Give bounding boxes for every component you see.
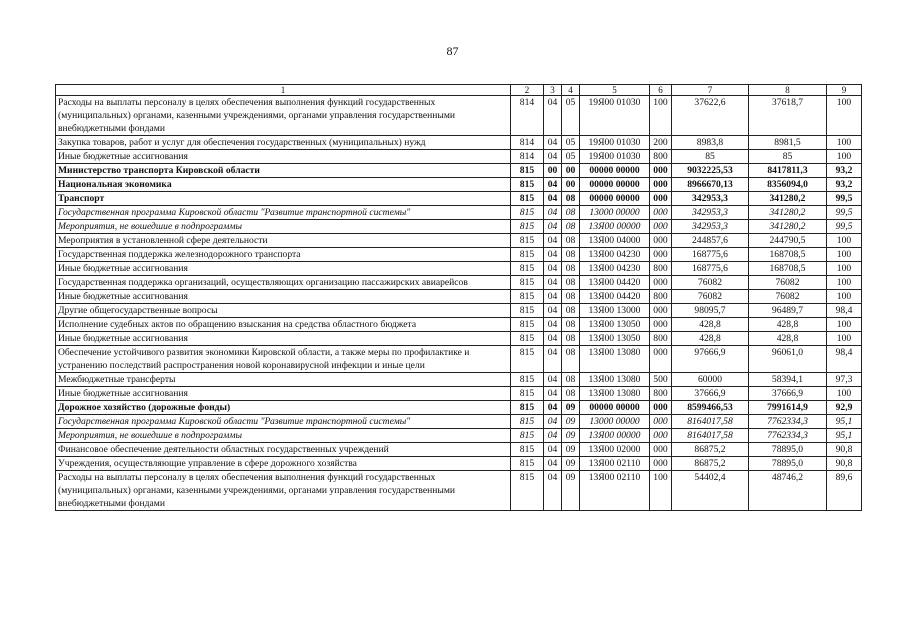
cell-name: Государственная программа Кировской области "Развитие транспортной системы" <box>56 415 511 429</box>
cell-executed: 8356094,0 <box>749 178 827 192</box>
cell-planned: 76082 <box>672 276 749 290</box>
cell-percent: 93,2 <box>827 178 862 192</box>
cell-section-code: 04 <box>544 290 562 304</box>
cell-ministry-code: 815 <box>511 220 544 234</box>
header-col-6: 6 <box>650 85 672 96</box>
cell-name: Национальная экономика <box>56 178 511 192</box>
cell-ministry-code: 815 <box>511 429 544 443</box>
cell-percent: 99,5 <box>827 220 862 234</box>
cell-expense-type: 200 <box>650 136 672 150</box>
cell-name: Министерство транспорта Кировской области <box>56 164 511 178</box>
table-row <box>56 220 862 234</box>
header-col-5: 5 <box>580 85 650 96</box>
cell-expense-type: 000 <box>650 178 672 192</box>
cell-executed: 168708,5 <box>749 248 827 262</box>
table-row <box>56 373 862 387</box>
cell-expense-type: 000 <box>650 234 672 248</box>
cell-executed: 78895,0 <box>749 443 827 457</box>
cell-ministry-code: 815 <box>511 387 544 401</box>
cell-ministry-code: 815 <box>511 206 544 220</box>
cell-target-code: 00000 00000 <box>580 178 650 192</box>
cell-target-code: 13Я00 00000 <box>580 220 650 234</box>
cell-subsection-code: 09 <box>562 401 580 415</box>
cell-subsection-code: 08 <box>562 192 580 206</box>
cell-name: Мероприятия, не вошедшие в подпрограммы <box>56 220 511 234</box>
cell-planned: 86875,2 <box>672 457 749 471</box>
cell-percent: 99,5 <box>827 192 862 206</box>
table-row <box>56 192 862 206</box>
cell-subsection-code: 08 <box>562 276 580 290</box>
cell-subsection-code: 05 <box>562 150 580 164</box>
cell-expense-type: 000 <box>650 164 672 178</box>
cell-target-code: 13Я00 04000 <box>580 234 650 248</box>
cell-planned: 76082 <box>672 290 749 304</box>
cell-target-code: 13Я00 13050 <box>580 318 650 332</box>
cell-planned: 8164017,58 <box>672 415 749 429</box>
table-row <box>56 234 862 248</box>
cell-ministry-code: 815 <box>511 276 544 290</box>
header-col-8: 8 <box>749 85 827 96</box>
cell-expense-type: 000 <box>650 457 672 471</box>
cell-executed: 341280,2 <box>749 206 827 220</box>
cell-executed: 428,8 <box>749 318 827 332</box>
cell-executed: 341280,2 <box>749 192 827 206</box>
cell-executed: 96061,0 <box>749 346 827 373</box>
table-header-row <box>56 85 862 96</box>
cell-planned: 54402,4 <box>672 471 749 511</box>
header-col-9: 9 <box>827 85 862 96</box>
cell-ministry-code: 815 <box>511 192 544 206</box>
cell-executed: 96489,7 <box>749 304 827 318</box>
cell-ministry-code: 815 <box>511 164 544 178</box>
cell-percent: 100 <box>827 290 862 304</box>
cell-ministry-code: 815 <box>511 457 544 471</box>
cell-percent: 100 <box>827 234 862 248</box>
cell-ministry-code: 815 <box>511 234 544 248</box>
cell-section-code: 04 <box>544 234 562 248</box>
cell-subsection-code: 08 <box>562 220 580 234</box>
cell-percent: 100 <box>827 248 862 262</box>
table-row <box>56 262 862 276</box>
cell-target-code: 13Я00 04420 <box>580 276 650 290</box>
cell-expense-type: 000 <box>650 248 672 262</box>
cell-section-code: 04 <box>544 429 562 443</box>
cell-target-code: 13Я00 04420 <box>580 290 650 304</box>
cell-planned: 8983,8 <box>672 136 749 150</box>
cell-section-code: 04 <box>544 206 562 220</box>
cell-ministry-code: 815 <box>511 304 544 318</box>
cell-planned: 86875,2 <box>672 443 749 457</box>
table-row <box>56 443 862 457</box>
cell-section-code: 04 <box>544 96 562 136</box>
cell-percent: 99,5 <box>827 206 862 220</box>
cell-percent: 90,8 <box>827 457 862 471</box>
table-row <box>56 429 862 443</box>
cell-planned: 342953,3 <box>672 220 749 234</box>
table-row <box>56 276 862 290</box>
cell-ministry-code: 815 <box>511 290 544 304</box>
cell-expense-type: 000 <box>650 443 672 457</box>
cell-subsection-code: 09 <box>562 471 580 511</box>
cell-expense-type: 100 <box>650 96 672 136</box>
cell-planned: 168775,6 <box>672 248 749 262</box>
cell-ministry-code: 815 <box>511 346 544 373</box>
cell-name: Мероприятия, не вошедшие в подпрограммы <box>56 429 511 443</box>
cell-planned: 168775,6 <box>672 262 749 276</box>
cell-subsection-code: 08 <box>562 387 580 401</box>
cell-subsection-code: 09 <box>562 415 580 429</box>
cell-ministry-code: 815 <box>511 318 544 332</box>
cell-ministry-code: 815 <box>511 332 544 346</box>
cell-percent: 98,4 <box>827 304 862 318</box>
cell-planned: 60000 <box>672 373 749 387</box>
table-row <box>56 248 862 262</box>
cell-section-code: 04 <box>544 346 562 373</box>
cell-planned: 244857,6 <box>672 234 749 248</box>
cell-name: Другие общегосударственные вопросы <box>56 304 511 318</box>
cell-subsection-code: 08 <box>562 318 580 332</box>
cell-expense-type: 800 <box>650 290 672 304</box>
cell-target-code: 13000 00000 <box>580 415 650 429</box>
cell-section-code: 04 <box>544 262 562 276</box>
cell-expense-type: 000 <box>650 220 672 234</box>
cell-planned: 342953,3 <box>672 206 749 220</box>
cell-percent: 92,9 <box>827 401 862 415</box>
cell-ministry-code: 815 <box>511 415 544 429</box>
cell-executed: 78895,0 <box>749 457 827 471</box>
table-row <box>56 290 862 304</box>
cell-expense-type: 800 <box>650 332 672 346</box>
cell-section-code: 00 <box>544 164 562 178</box>
cell-subsection-code: 09 <box>562 457 580 471</box>
header-col-4: 4 <box>562 85 580 96</box>
cell-executed: 37666,9 <box>749 387 827 401</box>
cell-executed: 58394,1 <box>749 373 827 387</box>
cell-section-code: 04 <box>544 192 562 206</box>
cell-ministry-code: 815 <box>511 262 544 276</box>
cell-target-code: 13Я00 02110 <box>580 457 650 471</box>
cell-name: Мероприятия в установленной сфере деятельности <box>56 234 511 248</box>
cell-section-code: 04 <box>544 415 562 429</box>
cell-ministry-code: 815 <box>511 471 544 511</box>
cell-percent: 90,8 <box>827 443 862 457</box>
cell-section-code: 04 <box>544 220 562 234</box>
cell-target-code: 00000 00000 <box>580 192 650 206</box>
cell-target-code: 13Я00 13050 <box>580 332 650 346</box>
cell-target-code: 13Я00 00000 <box>580 429 650 443</box>
cell-name: Дорожное хозяйство (дорожные фонды) <box>56 401 511 415</box>
cell-subsection-code: 00 <box>562 178 580 192</box>
cell-planned: 8164017,58 <box>672 429 749 443</box>
cell-name: Учреждения, осуществляющие управление в сфере дорожного хозяйства <box>56 457 511 471</box>
cell-name: Обеспечение устойчивого развития экономики Кировской области, а также меры по профилактике и устранению последствий распространения новой коронавирусной инфекции и иные цели <box>56 346 511 373</box>
table-row <box>56 471 862 511</box>
cell-percent: 100 <box>827 150 862 164</box>
cell-section-code: 04 <box>544 318 562 332</box>
cell-target-code: 13Я00 13000 <box>580 304 650 318</box>
cell-executed: 76082 <box>749 290 827 304</box>
cell-planned: 85 <box>672 150 749 164</box>
cell-target-code: 13Я00 04230 <box>580 248 650 262</box>
cell-name: Иные бюджетные ассигнования <box>56 150 511 164</box>
cell-ministry-code: 815 <box>511 443 544 457</box>
cell-executed: 8417811,3 <box>749 164 827 178</box>
cell-expense-type: 000 <box>650 401 672 415</box>
cell-section-code: 04 <box>544 178 562 192</box>
cell-executed: 7991614,9 <box>749 401 827 415</box>
cell-percent: 100 <box>827 262 862 276</box>
table-body <box>56 96 862 511</box>
cell-executed: 168708,5 <box>749 262 827 276</box>
table-row <box>56 415 862 429</box>
cell-name: Государственная программа Кировской области "Развитие транспортной системы" <box>56 206 511 220</box>
cell-subsection-code: 08 <box>562 290 580 304</box>
table-row <box>56 346 862 373</box>
cell-subsection-code: 00 <box>562 164 580 178</box>
table-row <box>56 304 862 318</box>
cell-section-code: 04 <box>544 387 562 401</box>
header-col-7: 7 <box>672 85 749 96</box>
cell-name: Закупка товаров, работ и услуг для обеспечения государственных (муниципальных) нужд <box>56 136 511 150</box>
cell-target-code: 13000 00000 <box>580 206 650 220</box>
cell-expense-type: 800 <box>650 262 672 276</box>
cell-ministry-code: 815 <box>511 401 544 415</box>
cell-percent: 89,6 <box>827 471 862 511</box>
cell-executed: 244790,5 <box>749 234 827 248</box>
cell-percent: 100 <box>827 276 862 290</box>
cell-subsection-code: 08 <box>562 262 580 276</box>
cell-target-code: 19Я00 01030 <box>580 150 650 164</box>
cell-percent: 100 <box>827 318 862 332</box>
header-col-3: 3 <box>544 85 562 96</box>
cell-percent: 100 <box>827 136 862 150</box>
cell-executed: 341280,2 <box>749 220 827 234</box>
table-row <box>56 332 862 346</box>
cell-planned: 428,8 <box>672 332 749 346</box>
table-row <box>56 150 862 164</box>
table-row <box>56 206 862 220</box>
cell-name: Иные бюджетные ассигнования <box>56 290 511 304</box>
table-row <box>56 136 862 150</box>
cell-percent: 100 <box>827 387 862 401</box>
cell-section-code: 04 <box>544 471 562 511</box>
cell-planned: 428,8 <box>672 318 749 332</box>
cell-expense-type: 500 <box>650 373 672 387</box>
cell-subsection-code: 09 <box>562 429 580 443</box>
table-row <box>56 164 862 178</box>
cell-target-code: 13Я00 02000 <box>580 443 650 457</box>
cell-planned: 98095,7 <box>672 304 749 318</box>
cell-planned: 37666,9 <box>672 387 749 401</box>
cell-percent: 95,1 <box>827 415 862 429</box>
cell-planned: 9032225,53 <box>672 164 749 178</box>
cell-percent: 95,1 <box>827 429 862 443</box>
cell-executed: 7762334,3 <box>749 415 827 429</box>
cell-planned: 8966670,13 <box>672 178 749 192</box>
cell-section-code: 04 <box>544 373 562 387</box>
table-row <box>56 178 862 192</box>
header-col-2: 2 <box>511 85 544 96</box>
cell-executed: 76082 <box>749 276 827 290</box>
cell-subsection-code: 08 <box>562 234 580 248</box>
cell-planned: 342953,3 <box>672 192 749 206</box>
cell-ministry-code: 815 <box>511 178 544 192</box>
cell-executed: 48746,2 <box>749 471 827 511</box>
page-number: 87 <box>446 44 459 58</box>
cell-name: Иные бюджетные ассигнования <box>56 262 511 276</box>
cell-section-code: 04 <box>544 401 562 415</box>
cell-subsection-code: 08 <box>562 304 580 318</box>
cell-expense-type: 000 <box>650 415 672 429</box>
table-row <box>56 96 862 136</box>
cell-executed: 7762334,3 <box>749 429 827 443</box>
cell-name: Финансовое обеспечение деятельности областных государственных учреждений <box>56 443 511 457</box>
cell-section-code: 04 <box>544 457 562 471</box>
cell-name: Расходы на выплаты персоналу в целях обеспечения выполнения функций государственных (муниципальных) органами, казенными учреждениями, органами управления государственными внебюджетными фондами <box>56 96 511 136</box>
cell-subsection-code: 08 <box>562 373 580 387</box>
cell-expense-type: 100 <box>650 471 672 511</box>
cell-name: Расходы на выплаты персоналу в целях обеспечения выполнения функций государственных (муниципальных) органами, казенными учреждениями, органами управления государственными внебюджетными фондами <box>56 471 511 511</box>
cell-section-code: 04 <box>544 150 562 164</box>
cell-ministry-code: 814 <box>511 96 544 136</box>
cell-executed: 8981,5 <box>749 136 827 150</box>
cell-target-code: 19Я00 01030 <box>580 96 650 136</box>
cell-percent: 98,4 <box>827 346 862 373</box>
cell-ministry-code: 814 <box>511 136 544 150</box>
cell-percent: 93,2 <box>827 164 862 178</box>
table-row <box>56 318 862 332</box>
cell-subsection-code: 08 <box>562 332 580 346</box>
cell-subsection-code: 09 <box>562 443 580 457</box>
cell-subsection-code: 08 <box>562 206 580 220</box>
header-col-1: 1 <box>56 85 511 96</box>
cell-expense-type: 000 <box>650 304 672 318</box>
table-row <box>56 387 862 401</box>
cell-section-code: 04 <box>544 248 562 262</box>
cell-name: Государственная поддержка железнодорожного транспорта <box>56 248 511 262</box>
cell-subsection-code: 08 <box>562 346 580 373</box>
cell-expense-type: 000 <box>650 192 672 206</box>
cell-target-code: 00000 00000 <box>580 401 650 415</box>
cell-subsection-code: 08 <box>562 248 580 262</box>
cell-subsection-code: 05 <box>562 96 580 136</box>
budget-table <box>55 84 862 511</box>
cell-target-code: 13Я00 13080 <box>580 346 650 373</box>
cell-planned: 8599466,53 <box>672 401 749 415</box>
cell-section-code: 04 <box>544 276 562 290</box>
cell-section-code: 04 <box>544 136 562 150</box>
cell-percent: 100 <box>827 96 862 136</box>
cell-name: Иные бюджетные ассигнования <box>56 387 511 401</box>
cell-section-code: 04 <box>544 332 562 346</box>
cell-name: Межбюджетные трансферты <box>56 373 511 387</box>
cell-ministry-code: 814 <box>511 150 544 164</box>
cell-planned: 37622,6 <box>672 96 749 136</box>
cell-planned: 97666,9 <box>672 346 749 373</box>
cell-target-code: 00000 00000 <box>580 164 650 178</box>
cell-subsection-code: 05 <box>562 136 580 150</box>
cell-expense-type: 800 <box>650 150 672 164</box>
table-row <box>56 401 862 415</box>
cell-name: Транспорт <box>56 192 511 206</box>
cell-name: Государственная поддержка организаций, осуществляющих организацию пассажирских авиарейсов <box>56 276 511 290</box>
cell-executed: 85 <box>749 150 827 164</box>
cell-target-code: 13Я00 13080 <box>580 387 650 401</box>
cell-expense-type: 000 <box>650 318 672 332</box>
cell-name: Иные бюджетные ассигнования <box>56 332 511 346</box>
cell-percent: 100 <box>827 332 862 346</box>
cell-name: Исполнение судебных актов по обращению взыскания на средства областного бюджета <box>56 318 511 332</box>
cell-section-code: 04 <box>544 304 562 318</box>
cell-section-code: 04 <box>544 443 562 457</box>
cell-target-code: 13Я00 02110 <box>580 471 650 511</box>
cell-expense-type: 000 <box>650 429 672 443</box>
cell-expense-type: 000 <box>650 346 672 373</box>
cell-target-code: 19Я00 01030 <box>580 136 650 150</box>
cell-percent: 97,3 <box>827 373 862 387</box>
cell-target-code: 13Я00 13080 <box>580 373 650 387</box>
cell-expense-type: 000 <box>650 276 672 290</box>
cell-executed: 37618,7 <box>749 96 827 136</box>
cell-expense-type: 800 <box>650 387 672 401</box>
cell-ministry-code: 815 <box>511 248 544 262</box>
cell-target-code: 13Я00 04230 <box>580 262 650 276</box>
table-row <box>56 457 862 471</box>
cell-executed: 428,8 <box>749 332 827 346</box>
cell-ministry-code: 815 <box>511 373 544 387</box>
cell-expense-type: 000 <box>650 206 672 220</box>
